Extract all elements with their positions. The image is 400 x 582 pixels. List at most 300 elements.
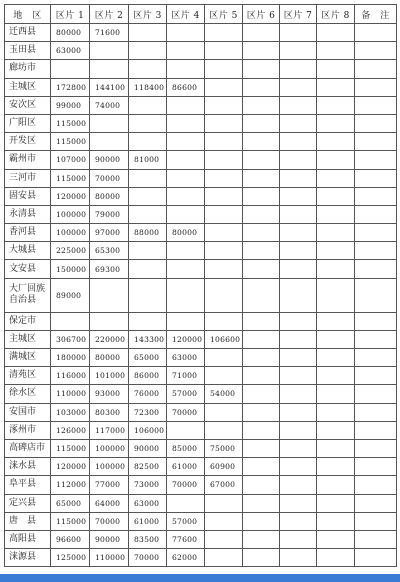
value-cell-zone-5	[205, 260, 243, 278]
value-cell-zone-4	[167, 60, 205, 78]
region-cell: 涞源县	[5, 549, 51, 567]
value-cell-zone-3: 72300	[129, 403, 167, 421]
value-cell-zone-8	[317, 349, 355, 367]
value-cell-zone-7	[280, 312, 317, 330]
value-cell-zone-7	[280, 151, 317, 169]
region-cell: 满城区	[5, 349, 51, 367]
value-cell-zone-6	[243, 403, 280, 421]
value-cell-zone-6	[243, 278, 280, 312]
value-cell-zone-6	[243, 367, 280, 385]
value-cell-zone-8	[317, 114, 355, 132]
table-row	[5, 385, 397, 403]
table-row	[5, 205, 397, 223]
value-cell-zone-3: 70000	[129, 549, 167, 567]
value-cell-zone-4	[167, 187, 205, 205]
value-cell-zone-9	[355, 187, 397, 205]
value-cell-zone-5	[205, 403, 243, 421]
header-zone-8: 区片 8	[317, 5, 355, 24]
value-cell-zone-7	[280, 260, 317, 278]
value-cell-zone-4: 86600	[167, 78, 205, 96]
value-cell-zone-3: 118400	[129, 78, 167, 96]
value-cell-zone-1: 100000	[51, 224, 90, 242]
value-cell-zone-4	[167, 312, 205, 330]
value-cell-zone-2	[90, 278, 129, 312]
value-cell-zone-3: 73000	[129, 476, 167, 494]
header-zone-2: 区片 2	[90, 5, 129, 24]
value-cell-zone-2: 117000	[90, 421, 129, 439]
region-cell: 定兴县	[5, 494, 51, 512]
value-cell-zone-1: 116000	[51, 367, 90, 385]
value-cell-zone-7	[280, 78, 317, 96]
value-cell-zone-7	[280, 42, 317, 60]
value-cell-zone-4	[167, 421, 205, 439]
value-cell-zone-4: 62000	[167, 549, 205, 567]
region-cell: 阜平县	[5, 476, 51, 494]
value-cell-zone-9	[355, 349, 397, 367]
value-cell-zone-6	[243, 260, 280, 278]
value-cell-zone-6	[243, 512, 280, 530]
value-cell-zone-1: 110000	[51, 385, 90, 403]
value-cell-zone-8	[317, 278, 355, 312]
value-cell-zone-3	[129, 278, 167, 312]
value-cell-zone-1: 180000	[51, 349, 90, 367]
value-cell-zone-3	[129, 114, 167, 132]
value-cell-zone-9	[355, 476, 397, 494]
value-cell-zone-4	[167, 151, 205, 169]
value-cell-zone-6	[243, 421, 280, 439]
value-cell-zone-7	[280, 530, 317, 548]
value-cell-zone-6	[243, 60, 280, 78]
value-cell-zone-9	[355, 96, 397, 114]
region-cell: 迁西县	[5, 24, 51, 42]
value-cell-zone-8	[317, 242, 355, 260]
region-cell: 涿州市	[5, 421, 51, 439]
value-cell-zone-9	[355, 278, 397, 312]
value-cell-zone-1: 172800	[51, 78, 90, 96]
value-cell-zone-9	[355, 458, 397, 476]
value-cell-zone-4: 85000	[167, 439, 205, 457]
value-cell-zone-7	[280, 403, 317, 421]
header-remarks: 备 注	[355, 5, 397, 24]
table-row	[5, 367, 397, 385]
value-cell-zone-3	[129, 60, 167, 78]
value-cell-zone-8	[317, 439, 355, 457]
value-cell-zone-3: 90000	[129, 439, 167, 457]
value-cell-zone-2: 80300	[90, 403, 129, 421]
value-cell-zone-5	[205, 242, 243, 260]
table-row	[5, 421, 397, 439]
value-cell-zone-4	[167, 42, 205, 60]
value-cell-zone-7	[280, 367, 317, 385]
value-cell-zone-2: 80000	[90, 187, 129, 205]
value-cell-zone-1: 115000	[51, 114, 90, 132]
value-cell-zone-2: 70000	[90, 169, 129, 187]
value-cell-zone-8	[317, 530, 355, 548]
page-bottom-bar	[0, 574, 400, 582]
region-cell: 香河县	[5, 224, 51, 242]
value-cell-zone-1: 100000	[51, 205, 90, 223]
value-cell-zone-9	[355, 151, 397, 169]
value-cell-zone-9	[355, 403, 397, 421]
value-cell-zone-4: 70000	[167, 403, 205, 421]
value-cell-zone-5: 60900	[205, 458, 243, 476]
table-row	[5, 312, 397, 330]
value-cell-zone-3	[129, 312, 167, 330]
value-cell-zone-5	[205, 367, 243, 385]
value-cell-zone-4: 71000	[167, 367, 205, 385]
region-cell: 高阳县	[5, 530, 51, 548]
value-cell-zone-2: 100000	[90, 458, 129, 476]
value-cell-zone-5	[205, 24, 243, 42]
value-cell-zone-1: 89000	[51, 278, 90, 312]
value-cell-zone-9	[355, 78, 397, 96]
value-cell-zone-2: 74000	[90, 96, 129, 114]
header-region: 地 区	[5, 5, 51, 24]
value-cell-zone-3	[129, 205, 167, 223]
value-cell-zone-4: 120000	[167, 330, 205, 348]
region-cell: 广阳区	[5, 114, 51, 132]
value-cell-zone-5: 75000	[205, 439, 243, 457]
table-row	[5, 187, 397, 205]
value-cell-zone-6	[243, 24, 280, 42]
value-cell-zone-7	[280, 385, 317, 403]
value-cell-zone-4	[167, 205, 205, 223]
value-cell-zone-5	[205, 549, 243, 567]
table-body	[5, 24, 397, 567]
table-row	[5, 549, 397, 567]
land-price-table	[4, 4, 397, 567]
value-cell-zone-1: 96600	[51, 530, 90, 548]
value-cell-zone-8	[317, 512, 355, 530]
value-cell-zone-3	[129, 169, 167, 187]
value-cell-zone-3	[129, 42, 167, 60]
value-cell-zone-7	[280, 96, 317, 114]
value-cell-zone-6	[243, 439, 280, 457]
value-cell-zone-8	[317, 494, 355, 512]
value-cell-zone-5	[205, 42, 243, 60]
value-cell-zone-6	[243, 458, 280, 476]
value-cell-zone-6	[243, 114, 280, 132]
value-cell-zone-4	[167, 278, 205, 312]
value-cell-zone-9	[355, 24, 397, 42]
table-row	[5, 458, 397, 476]
value-cell-zone-8	[317, 133, 355, 151]
value-cell-zone-5	[205, 421, 243, 439]
value-cell-zone-4: 57000	[167, 512, 205, 530]
value-cell-zone-7	[280, 549, 317, 567]
region-cell: 安次区	[5, 96, 51, 114]
value-cell-zone-2	[90, 42, 129, 60]
value-cell-zone-6	[243, 530, 280, 548]
value-cell-zone-9	[355, 205, 397, 223]
value-cell-zone-5	[205, 187, 243, 205]
table-row	[5, 114, 397, 132]
value-cell-zone-2: 79000	[90, 205, 129, 223]
value-cell-zone-7	[280, 24, 317, 42]
value-cell-zone-2: 97000	[90, 224, 129, 242]
table-row	[5, 530, 397, 548]
value-cell-zone-9	[355, 367, 397, 385]
value-cell-zone-1: 125000	[51, 549, 90, 567]
value-cell-zone-7	[280, 439, 317, 457]
value-cell-zone-7	[280, 133, 317, 151]
value-cell-zone-1: 115000	[51, 133, 90, 151]
value-cell-zone-7	[280, 494, 317, 512]
value-cell-zone-9	[355, 242, 397, 260]
value-cell-zone-1: 115000	[51, 439, 90, 457]
value-cell-zone-4	[167, 260, 205, 278]
value-cell-zone-1: 150000	[51, 260, 90, 278]
value-cell-zone-2: 110000	[90, 549, 129, 567]
value-cell-zone-5	[205, 530, 243, 548]
value-cell-zone-5	[205, 312, 243, 330]
value-cell-zone-6	[243, 169, 280, 187]
value-cell-zone-4: 61000	[167, 458, 205, 476]
value-cell-zone-1: 115000	[51, 169, 90, 187]
value-cell-zone-9	[355, 260, 397, 278]
table-row	[5, 242, 397, 260]
value-cell-zone-5	[205, 494, 243, 512]
value-cell-zone-6	[243, 42, 280, 60]
value-cell-zone-3: 86000	[129, 367, 167, 385]
value-cell-zone-8	[317, 96, 355, 114]
value-cell-zone-8	[317, 24, 355, 42]
value-cell-zone-1: 115000	[51, 512, 90, 530]
value-cell-zone-4: 63000	[167, 349, 205, 367]
value-cell-zone-6	[243, 242, 280, 260]
table-row	[5, 349, 397, 367]
value-cell-zone-9	[355, 169, 397, 187]
value-cell-zone-1: 103000	[51, 403, 90, 421]
value-cell-zone-7	[280, 114, 317, 132]
value-cell-zone-2	[90, 114, 129, 132]
value-cell-zone-6	[243, 549, 280, 567]
value-cell-zone-9	[355, 512, 397, 530]
value-cell-zone-3: 61000	[129, 512, 167, 530]
value-cell-zone-7	[280, 278, 317, 312]
value-cell-zone-2: 220000	[90, 330, 129, 348]
value-cell-zone-6	[243, 349, 280, 367]
value-cell-zone-4	[167, 242, 205, 260]
value-cell-zone-3: 143300	[129, 330, 167, 348]
region-cell: 唐 县	[5, 512, 51, 530]
table-row	[5, 151, 397, 169]
value-cell-zone-5	[205, 278, 243, 312]
value-cell-zone-7	[280, 458, 317, 476]
value-cell-zone-5	[205, 205, 243, 223]
value-cell-zone-8	[317, 403, 355, 421]
value-cell-zone-7	[280, 349, 317, 367]
value-cell-zone-5	[205, 96, 243, 114]
value-cell-zone-7	[280, 242, 317, 260]
value-cell-zone-1: 63000	[51, 42, 90, 60]
value-cell-zone-2: 93000	[90, 385, 129, 403]
value-cell-zone-4: 77600	[167, 530, 205, 548]
value-cell-zone-9	[355, 330, 397, 348]
header-zone-4: 区片 4	[167, 5, 205, 24]
value-cell-zone-1	[51, 60, 90, 78]
value-cell-zone-1: 225000	[51, 242, 90, 260]
table-row	[5, 60, 397, 78]
header-zone-6: 区片 6	[243, 5, 280, 24]
value-cell-zone-2: 144100	[90, 78, 129, 96]
region-cell: 清苑区	[5, 367, 51, 385]
value-cell-zone-5: 54000	[205, 385, 243, 403]
value-cell-zone-3: 76000	[129, 385, 167, 403]
value-cell-zone-7	[280, 169, 317, 187]
table-row	[5, 42, 397, 60]
value-cell-zone-5	[205, 224, 243, 242]
value-cell-zone-8	[317, 78, 355, 96]
value-cell-zone-8	[317, 421, 355, 439]
value-cell-zone-5	[205, 349, 243, 367]
table-row	[5, 78, 397, 96]
value-cell-zone-2: 64000	[90, 494, 129, 512]
header-zone-5: 区片 5	[205, 5, 243, 24]
value-cell-zone-4	[167, 494, 205, 512]
value-cell-zone-2: 100000	[90, 439, 129, 457]
value-cell-zone-2: 80000	[90, 349, 129, 367]
value-cell-zone-2: 71600	[90, 24, 129, 42]
region-cell: 廊坊市	[5, 60, 51, 78]
value-cell-zone-2: 90000	[90, 530, 129, 548]
value-cell-zone-6	[243, 133, 280, 151]
region-cell: 高碑店市	[5, 439, 51, 457]
table-row	[5, 96, 397, 114]
region-cell: 主城区	[5, 330, 51, 348]
value-cell-zone-6	[243, 476, 280, 494]
value-cell-zone-2: 90000	[90, 151, 129, 169]
value-cell-zone-9	[355, 549, 397, 567]
value-cell-zone-4	[167, 24, 205, 42]
value-cell-zone-8	[317, 187, 355, 205]
value-cell-zone-1: 120000	[51, 187, 90, 205]
value-cell-zone-1	[51, 312, 90, 330]
value-cell-zone-9	[355, 530, 397, 548]
table-row	[5, 494, 397, 512]
region-cell: 安国市	[5, 403, 51, 421]
value-cell-zone-2: 69300	[90, 260, 129, 278]
value-cell-zone-7	[280, 205, 317, 223]
value-cell-zone-1: 120000	[51, 458, 90, 476]
value-cell-zone-3: 81000	[129, 151, 167, 169]
value-cell-zone-2	[90, 60, 129, 78]
value-cell-zone-8	[317, 458, 355, 476]
value-cell-zone-5	[205, 114, 243, 132]
value-cell-zone-8	[317, 260, 355, 278]
value-cell-zone-7	[280, 512, 317, 530]
value-cell-zone-9	[355, 114, 397, 132]
value-cell-zone-4	[167, 169, 205, 187]
table-row	[5, 512, 397, 530]
table-row	[5, 224, 397, 242]
value-cell-zone-8	[317, 549, 355, 567]
value-cell-zone-6	[243, 330, 280, 348]
region-cell: 大城县	[5, 242, 51, 260]
value-cell-zone-4	[167, 114, 205, 132]
value-cell-zone-5	[205, 133, 243, 151]
region-cell: 保定市	[5, 312, 51, 330]
table-row	[5, 133, 397, 151]
value-cell-zone-3: 65000	[129, 349, 167, 367]
value-cell-zone-9	[355, 224, 397, 242]
value-cell-zone-9	[355, 385, 397, 403]
region-cell: 玉田县	[5, 42, 51, 60]
value-cell-zone-6	[243, 494, 280, 512]
value-cell-zone-3	[129, 24, 167, 42]
table-row	[5, 439, 397, 457]
value-cell-zone-2: 101000	[90, 367, 129, 385]
value-cell-zone-4: 70000	[167, 476, 205, 494]
value-cell-zone-3	[129, 133, 167, 151]
value-cell-zone-9	[355, 421, 397, 439]
table-row	[5, 24, 397, 42]
value-cell-zone-3	[129, 187, 167, 205]
value-cell-zone-8	[317, 330, 355, 348]
value-cell-zone-7	[280, 476, 317, 494]
value-cell-zone-6	[243, 312, 280, 330]
value-cell-zone-3	[129, 96, 167, 114]
value-cell-zone-5	[205, 78, 243, 96]
value-cell-zone-4: 57000	[167, 385, 205, 403]
value-cell-zone-3	[129, 242, 167, 260]
value-cell-zone-9	[355, 60, 397, 78]
value-cell-zone-8	[317, 224, 355, 242]
value-cell-zone-6	[243, 224, 280, 242]
region-cell: 开发区	[5, 133, 51, 151]
value-cell-zone-1: 107000	[51, 151, 90, 169]
region-cell: 三河市	[5, 169, 51, 187]
value-cell-zone-8	[317, 205, 355, 223]
value-cell-zone-8	[317, 367, 355, 385]
value-cell-zone-8	[317, 169, 355, 187]
value-cell-zone-3	[129, 260, 167, 278]
table-row	[5, 330, 397, 348]
value-cell-zone-6	[243, 78, 280, 96]
value-cell-zone-5	[205, 169, 243, 187]
value-cell-zone-7	[280, 421, 317, 439]
value-cell-zone-7	[280, 60, 317, 78]
value-cell-zone-2: 65300	[90, 242, 129, 260]
value-cell-zone-4	[167, 133, 205, 151]
value-cell-zone-9	[355, 42, 397, 60]
region-cell: 主城区	[5, 78, 51, 96]
value-cell-zone-8	[317, 476, 355, 494]
value-cell-zone-1: 306700	[51, 330, 90, 348]
value-cell-zone-9	[355, 312, 397, 330]
value-cell-zone-3: 106000	[129, 421, 167, 439]
table-row	[5, 476, 397, 494]
value-cell-zone-5	[205, 151, 243, 169]
value-cell-zone-2	[90, 133, 129, 151]
value-cell-zone-3: 82500	[129, 458, 167, 476]
value-cell-zone-6	[243, 187, 280, 205]
value-cell-zone-9	[355, 494, 397, 512]
region-cell: 固安县	[5, 187, 51, 205]
header-zone-1: 区片 1	[51, 5, 90, 24]
value-cell-zone-3: 88000	[129, 224, 167, 242]
region-cell: 大厂回族自治县	[5, 278, 51, 312]
table-row	[5, 169, 397, 187]
table-row	[5, 403, 397, 421]
value-cell-zone-7	[280, 187, 317, 205]
region-cell: 涞水县	[5, 458, 51, 476]
value-cell-zone-6	[243, 96, 280, 114]
value-cell-zone-5: 106600	[205, 330, 243, 348]
region-cell: 永清县	[5, 205, 51, 223]
value-cell-zone-9	[355, 133, 397, 151]
table-row	[5, 260, 397, 278]
